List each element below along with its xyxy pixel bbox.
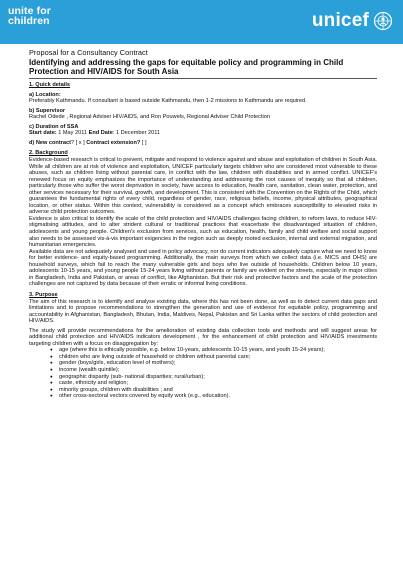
section-background-heading: 2. Background	[29, 150, 68, 157]
location-label: a) Location:	[29, 91, 61, 98]
background-paragraph-3: Available data are not adequately analysed and used in policy advocacy, nor do current indicators adequately capture what we need to know for better evidence- and equity-based programming. Additionally, the main surveys from which we collect data (i.e. MICS and DHS) are household surveys, which fail to reach the many vulnerable girls and boys who live outside of households. Children below 10 years, adolescents 10-15 years, and young people 15-24 years living without parents or family are evident on the streets, especially in major cities in Bangladesh, India and Pakistan, or areas of conflict, like Afghanistan. But their risk and protective factors and the scale of the protection challenges are not captured by data because of their erratic or informal living conditions.	[29, 248, 377, 288]
list-item: ● income (wealth quintile);	[50, 367, 377, 374]
location-text: Preferably Kathmandu. If consultant is based outside Kathmandu, then 1-2 missions to Kathmandu are required.	[29, 98, 307, 105]
brand-line-2: children	[8, 15, 50, 27]
list-item: ● caste, ethnicity and religion;	[50, 380, 377, 387]
title-divider	[29, 78, 377, 79]
background-paragraph-2: Evidence is also critical to identify the scale of the child protection and HIV/AIDS challenges facing children, to reform laws, to reduce HIV-stigmatising attitudes, and to alter strident cultural or traditional practices that exacerbate the disadvantaged situation of children, adolescents and young people. Children's exclusion from services, such as education, health, family and child welfare and social support also needs to be assessed vis-à-vis important exigencies in the region such as deeply rooted exclusion, internal and external migration, and humanitarian emergencies.	[29, 215, 377, 249]
unicef-logo	[312, 10, 393, 32]
section-quick-details-heading: 1. Quick details	[29, 82, 71, 89]
background-paragraph-1: Evidence-based research is critical to prevent, mitigate and respond to violence against and abuse and exploitation of children in South Asia. While all children are at risk of violence and exploitation, UNICEF particularly targets children who are considered most vulnerable to these abuses, such as children living without parental care, in conflict with the law, children with disabilities and in armed conflict. UNICEF's renewed focus on equity emphasizes the importance of understanding and addressing the root causes of inequity so that all children, particularly those who suffer the worst deprivation in society, have access to education, health care, sanitation, clean water, protection, and other services necessary for their survival, growth, and development. This is consistent with the Convention on the Rights of the Child, which guarantees the fundamental rights of every child, regardless of gender, race, religious beliefs, income, physical attributes, geographical location, or other status. Within this context, vulnerability is considered as a concept which embraces susceptibility to elevated risks in adverse child protection outcomes.	[29, 157, 377, 216]
list-item: ● children who are living outside of household or children without parental care;	[50, 354, 377, 361]
purpose-paragraph-1: The aim of this research is to identify and analyse existing data, where this has not been done, as well as to detect current data gaps and limitations and to propose recommendations to strengthen the generation and use of evidence for equitable policy, programming and accountability in Afghanistan, Bangladesh, Bhutan, India, Maldives, Nepal, Pakistan and Sri Lanka within the sectors of child protection and HIV/AIDS.	[29, 298, 377, 325]
contract-extension-label: Contract extension?	[84, 139, 141, 146]
document-kicker: Proposal for a Consultancy Contract	[29, 48, 148, 57]
new-contract-label: d) New contract	[29, 139, 71, 146]
document-title: Identifying and addressing the gaps for equitable policy and programming in Child Protection and HIV/AIDS for South Asia	[29, 58, 344, 77]
end-date-value: : 1 December 2011	[112, 130, 161, 137]
new-contract-value: ? [ x ]	[70, 139, 85, 146]
disaggregation-list	[29, 347, 377, 399]
list-item: ● gender (boys/girls, education level of mothers);	[50, 360, 377, 367]
unicef-wordmark: unicef	[311, 10, 369, 31]
list-item: ● other cross-sectoral vectors covered by equity work (e.g., education).	[50, 393, 377, 400]
start-date-label: Start date:	[29, 130, 57, 137]
list-item: ● geographic disparity (sub- national disparities; rural/urban);	[50, 374, 377, 381]
unite-for-children-logo	[8, 6, 51, 26]
purpose-paragraph-2: The study will provide recommendations for the amelioration of existing data collection tools and methods and will suggest areas for additional child protection and HIV/AIDS indicators development , for the enhancement of child protection and HIV/AIDS investments targeting children with a focus on disaggregation by:	[29, 327, 377, 347]
list-item: ● minority groups, children with disabilities ; and	[50, 387, 377, 394]
start-date-value: 1 May 2011	[56, 130, 89, 137]
list-item: ● age (where this is ethically possible, e.g. below 10-years, adolescents 10-15 years, and youth 15-24 years);	[50, 347, 377, 354]
duration-dates	[29, 130, 377, 137]
contract-extension-value: [ ]	[140, 139, 147, 146]
contract-type-row	[29, 140, 377, 147]
supervisor-text: Rachel Odede , Regional Adviser HIV/AIDS, and Ron Pouwels, Regional Adviser Child Protection	[29, 114, 270, 121]
page-header-band	[0, 0, 403, 44]
duration-label: c) Duration of SSA	[29, 123, 79, 130]
brand-line-1: unite for	[8, 5, 51, 17]
document-body	[29, 49, 377, 400]
end-date-label: End Date	[88, 130, 113, 137]
section-purpose-heading: 3. Purpose	[29, 291, 58, 298]
unicef-emblem-icon	[373, 11, 393, 31]
supervisor-label: b) Supervisor	[29, 107, 66, 114]
